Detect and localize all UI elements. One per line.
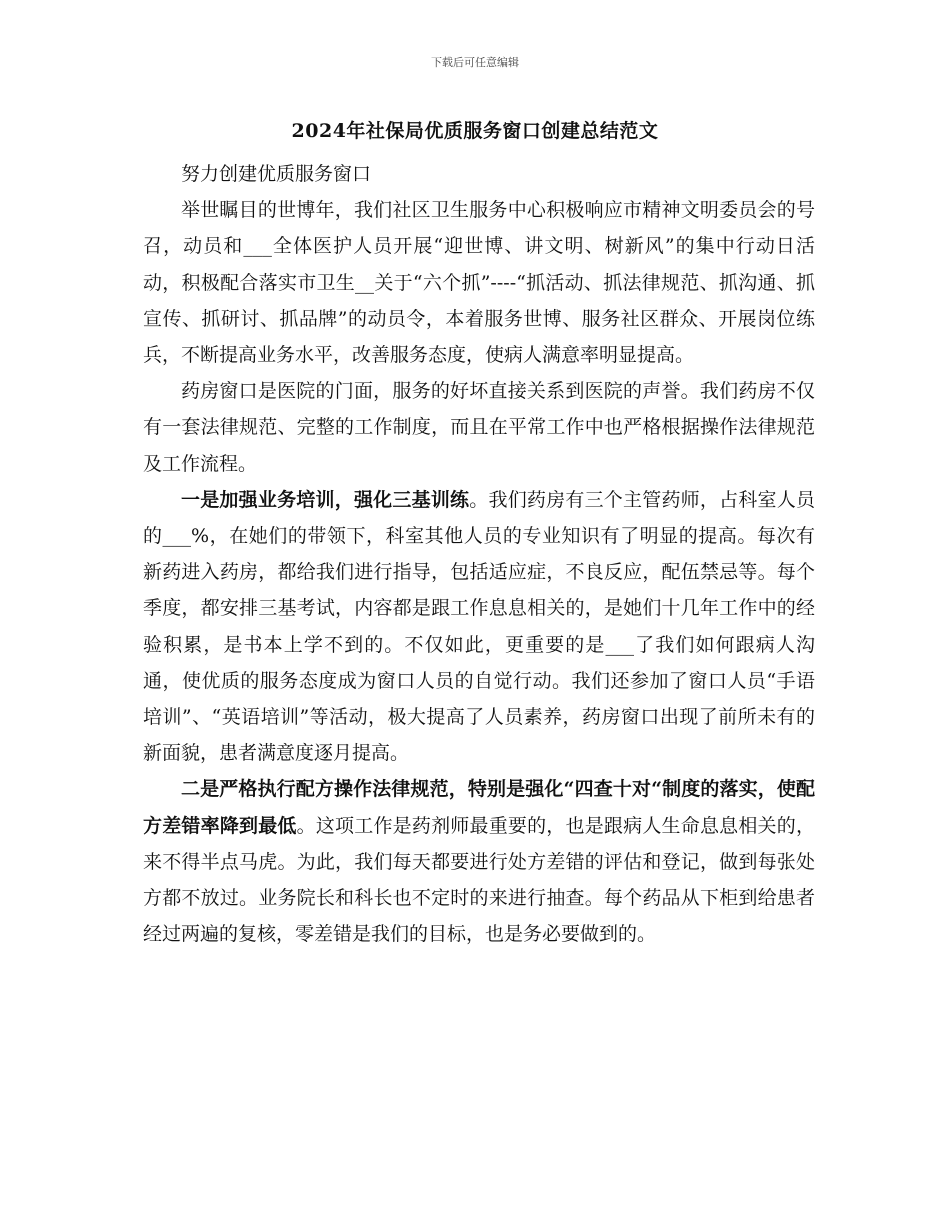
- paragraph-text: 。这项工作是药剂师最重要的，也是跟病人生命息息相关的，来不得半点马虎。为此，我们每天都要进行处方差错的评估和登记，做到每张处方都不放过。业务院长和科长也不定时的来进行抽查。每个药品从下柜到给患者经过两遍的复核，零差错是我们的目标，也是务必要做到的。: [143, 814, 815, 946]
- paragraph-subtitle: [143, 156, 815, 192]
- document-title: 2024年社保局优质服务窗口创建总结范文: [291, 120, 659, 142]
- paragraph-text: 药房窗口是医院的门面，服务的好坏直接关系到医院的声誉。我们药房不仅有一套法律规范、完整的工作制度，而且在平常工作中也严格根据操作法律规范及工作流程。: [143, 380, 815, 475]
- paragraph-text: 举世瞩目的世博年，我们社区卫生服务中心积极响应市精神文明委员会的号召，动员和___全体医护人员开展“迎世博、讲文明、树新风”的集中行动日活动，积极配合落实市卫生__关于“六个抓”----“抓活动、抓法律规范、抓沟通、抓宣传、抓研讨、抓品牌”的动员令，本着服务世博、服务社区群众、开展岗位练兵，不断提高业务水平，改善服务态度，使病人满意率明显提高。: [143, 199, 815, 367]
- paragraph-heading: 一是加强业务培训，强化三基训练: [181, 488, 470, 511]
- paragraph-pharmacy: [143, 373, 815, 482]
- paragraph-text: 努力创建优质服务窗口: [181, 163, 372, 185]
- paragraph-point-one: [143, 482, 815, 772]
- paragraph-intro: [143, 192, 815, 373]
- paragraph-text: 。我们药房有三个主管药师，占科室人员的___%，在她们的带领下，科室其他人员的专业知识有了明显的提高。每次有新药进入药房，都给我们进行指导，包括适应症，不良反应，配伍禁忌等。每个季度，都安排三基考试，内容都是跟工作息息相关的，是她们十几年工作中的经验积累，是书本上学不到的。不仅如此，更重要的是___了我们如何跟病人沟通，使优质的服务态度成为窗口人员的自觉行动。我们还参加了窗口人员“手语培训”、“英语培训”等活动，极大提高了人员素养，药房窗口出现了前所未有的新面貌，患者满意度逐月提高。: [143, 488, 815, 765]
- document-body: [143, 156, 815, 952]
- paragraph-point-two: [143, 771, 815, 952]
- header-note: 下载后可任意编辑: [431, 56, 519, 69]
- paragraph-heading: 二是严格执行配方操作法律规范，特别是强化“四查十对“制度的落实，使配方差错率降到最低: [143, 778, 815, 837]
